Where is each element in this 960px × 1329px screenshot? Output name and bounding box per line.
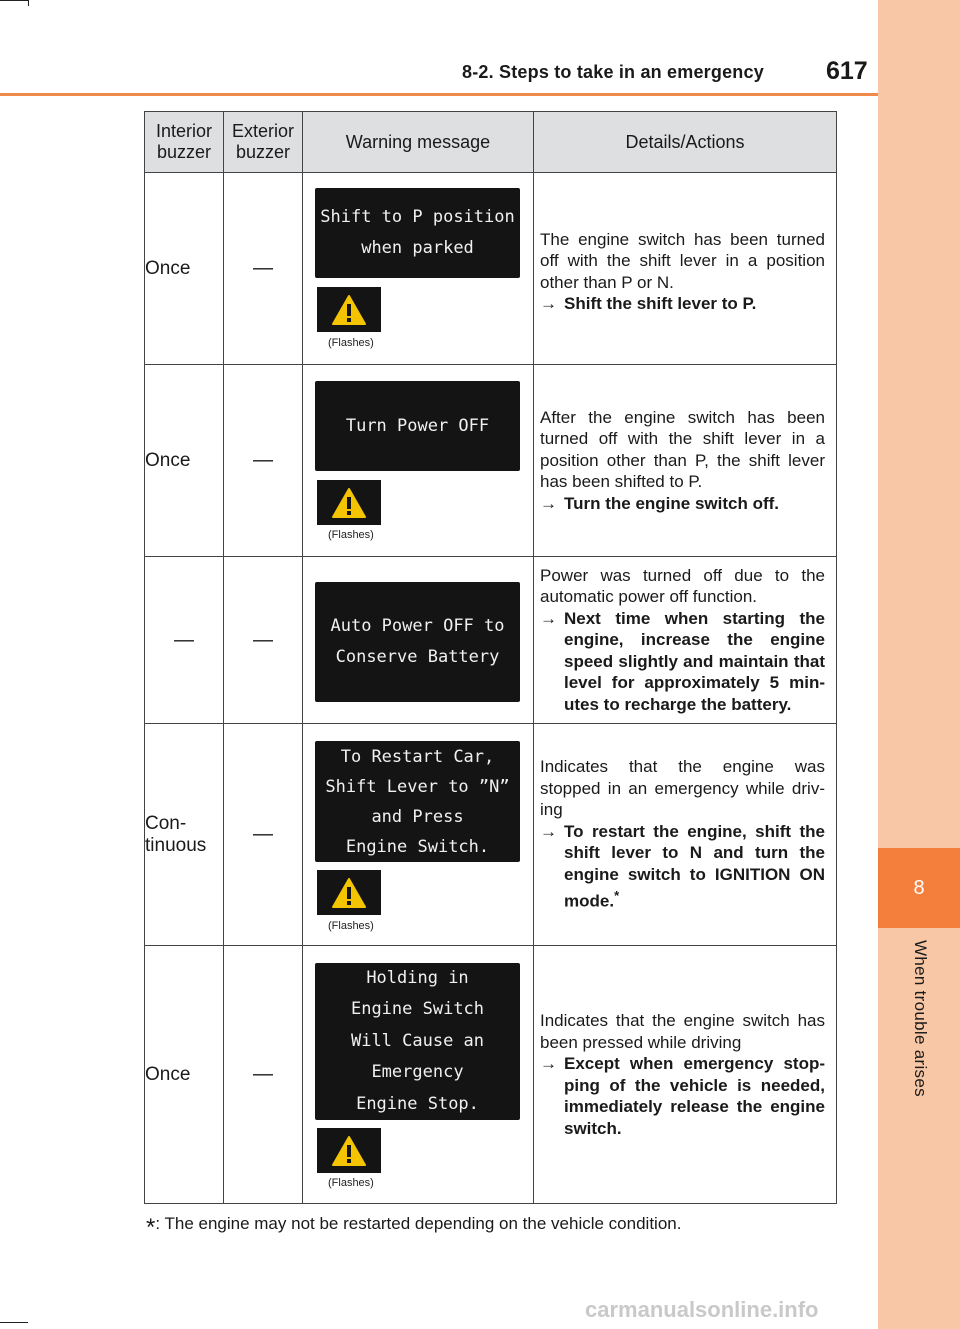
warning-display (315, 188, 520, 278)
page-number: 617 (826, 57, 868, 85)
column-header (534, 112, 837, 173)
flashes-label: (Flashes) (328, 920, 374, 932)
column-header-interior: Interior buzzer (155, 121, 213, 162)
crop-mark (0, 0, 28, 1)
exterior-buzzer-cell: — (224, 365, 303, 557)
table-row (145, 365, 837, 557)
arrow-icon: → (540, 294, 557, 313)
warning-light (317, 870, 381, 915)
footnote-mark: * (146, 1214, 156, 1241)
interior-buzzer-cell: Con-tinuous (145, 724, 224, 946)
flashes-label: (Flashes) (328, 529, 374, 541)
display-line: Shift Lever to ”N” (325, 776, 510, 797)
display-line: Emergency (371, 1062, 464, 1083)
warning-display (315, 582, 520, 702)
action-text-body: To restart the engine, shift the shift lever to N and turn the engine switch to IGNITION ON mode. (564, 821, 825, 912)
action-text: Next time when starting the engine, increase the engine speed slightly and maintain that level for approximately 5 min-utes to recharge the battery. (564, 608, 825, 714)
action-item (540, 293, 825, 315)
warning-light (317, 1128, 381, 1173)
warning-display (315, 381, 520, 471)
warning-message-cell (303, 365, 534, 557)
display-line: Engine Switch (350, 999, 485, 1020)
action-item (540, 821, 825, 913)
warning-message-cell (303, 946, 534, 1204)
warning-display (315, 741, 520, 862)
warning-triangle-icon (331, 294, 367, 326)
display-line: To Restart Car, (340, 746, 495, 767)
display-line: Shift to P position (320, 207, 515, 227)
details-cell (534, 365, 837, 557)
display-line: Auto Power OFF to (330, 616, 505, 636)
interior-buzzer-cell: Once (145, 173, 224, 365)
chapter-label: When trouble arises (911, 940, 930, 1097)
chapter-number: 8 (913, 876, 925, 899)
footnote-text: : The engine may not be restarted depending on the vehicle condition. (155, 1214, 682, 1233)
warning-triangle-icon (331, 877, 367, 909)
display-line: Holding in (366, 967, 469, 988)
flashes-label: (Flashes) (328, 337, 374, 349)
details-text: The engine switch has been turned off with the shift lever in a position other than P or N. (540, 229, 825, 292)
flashes-label: (Flashes) (328, 1177, 374, 1189)
display-line: Engine Stop. (356, 1093, 479, 1114)
crop-mark (28, 0, 29, 6)
details-text: Power was turned off due to the automatic power off function. (540, 565, 825, 607)
table-header-row (145, 112, 837, 173)
exterior-buzzer-cell: — (224, 173, 303, 365)
details-text: Indicates that the engine switch has been pressed while driving (540, 1011, 825, 1052)
display-line: Will Cause an (350, 1030, 485, 1051)
column-header-message: Warning message (345, 131, 491, 152)
display-line: and Press (371, 806, 464, 827)
warning-triangle-icon (331, 487, 367, 519)
exterior-buzzer-cell: — (224, 724, 303, 946)
details-cell (534, 557, 837, 724)
arrow-icon: → (540, 608, 557, 628)
action-item (540, 1053, 825, 1139)
warning-message-cell (303, 724, 534, 946)
warning-table (144, 111, 837, 1204)
chapter-side-tab (878, 0, 960, 1329)
column-header (224, 112, 303, 173)
chapter-number-tab[interactable] (878, 848, 960, 928)
header-rule (0, 93, 878, 96)
column-header-details: Details/Actions (625, 131, 745, 152)
interior-buzzer-cell: Once (145, 946, 224, 1204)
warning-light (317, 480, 381, 525)
warning-display (315, 963, 520, 1120)
arrow-icon: → (540, 493, 557, 513)
arrow-icon: → (540, 821, 557, 841)
details-text: Indicates that the engine was stopped in an emergency while driv-ing (540, 757, 825, 820)
interior-buzzer-cell: Once (145, 365, 224, 557)
display-line: Turn Power OFF (345, 415, 490, 436)
details-cell (534, 946, 837, 1204)
action-item (540, 608, 825, 716)
footnote-mark: * (614, 888, 620, 904)
table-row (145, 557, 837, 724)
warning-message-cell (303, 173, 534, 365)
watermark: carmanualsonline.info (585, 1297, 819, 1322)
table-row (145, 724, 837, 946)
crop-mark (0, 1322, 28, 1323)
details-cell (534, 724, 837, 946)
details-cell (534, 173, 837, 365)
table-row (145, 173, 837, 365)
table-row (145, 946, 837, 1204)
column-header (303, 112, 534, 173)
display-line: Conserve Battery (335, 647, 500, 667)
interior-buzzer-cell: — (145, 557, 224, 724)
warning-message-cell (303, 557, 534, 724)
display-line: when parked (361, 238, 474, 258)
column-header-exterior: Exterior buzzer (232, 121, 295, 162)
exterior-buzzer-cell: — (224, 557, 303, 724)
footnote (146, 1214, 681, 1242)
exterior-buzzer-cell: — (224, 946, 303, 1204)
column-header (145, 112, 224, 173)
arrow-icon: → (540, 1054, 557, 1073)
section-title: 8-2. Steps to take in an emergency (462, 62, 764, 82)
action-text: Turn the engine switch off. (564, 493, 780, 513)
action-text (564, 821, 825, 913)
action-text: Shift the shift lever to P. (564, 294, 757, 313)
action-item (540, 493, 825, 515)
display-line: Engine Switch. (345, 836, 490, 857)
warning-triangle-icon (331, 1135, 367, 1167)
warning-light (317, 287, 381, 332)
details-text: After the engine switch has been turned off with the shift lever in a position other than P, the shift lever has been shifted to P. (540, 407, 825, 492)
action-text: Except when emergency stop-ping of the vehicle is needed, immediately release the engine switch. (564, 1054, 825, 1138)
